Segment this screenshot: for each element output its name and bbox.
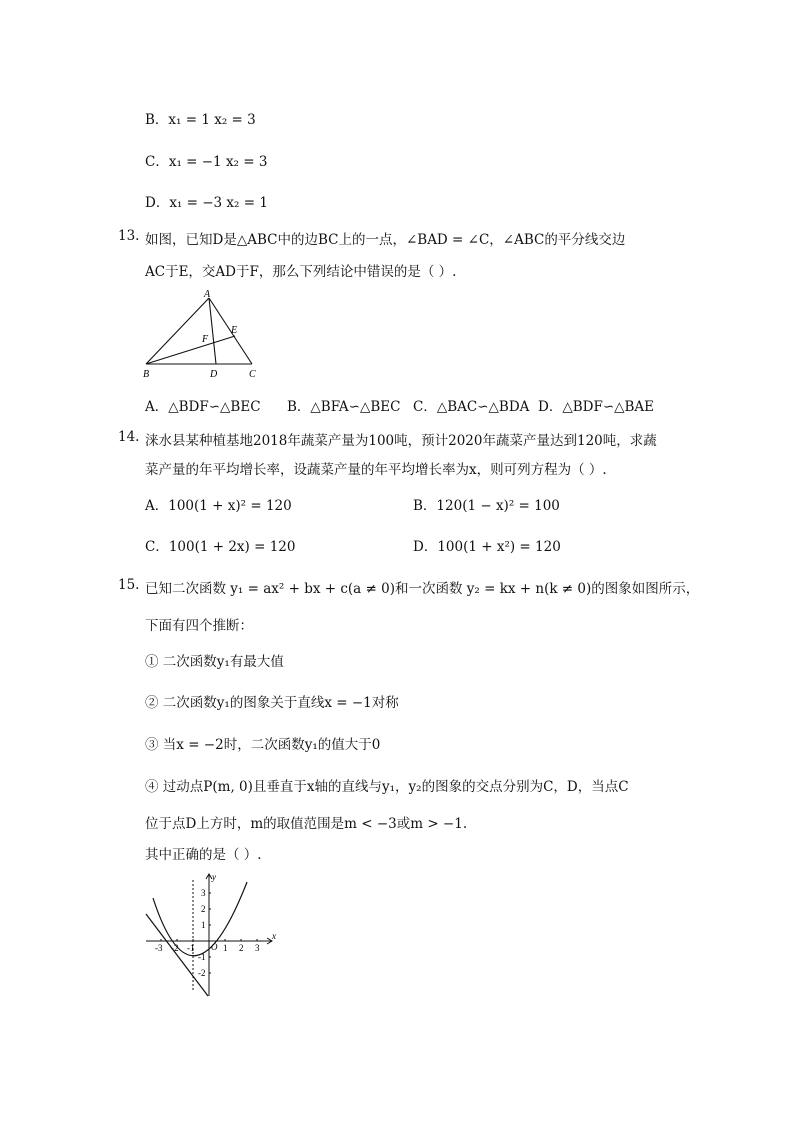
q14-option-b: B．120(1 − x)² = 100 [413, 498, 560, 514]
ytick-neg1: -1 [198, 952, 206, 962]
q13-option-d: D．△BDF∽△BAE [538, 399, 655, 415]
q13-line1: 如图，已知D是△ABC中的边BC上的一点，∠BAD = ∠C，∠ABC的平分线交边 [145, 232, 626, 248]
origin-label: O [211, 942, 218, 952]
xtick-neg2: -2 [171, 943, 179, 953]
q13-triangle-figure [138, 286, 268, 382]
xtick-neg1: -1 [187, 943, 195, 953]
q15-line1: 已知二次函数 y₁ = ax² + bx + c(a ≠ 0)和一次函数 y₂ = kx + n(k ≠ 0)的图象如图所示， [145, 581, 700, 597]
q15-statement-3: ③ 当x = −2时，二次函数y₁的值大于0 [145, 737, 381, 753]
q14-line2: 菜产量的年平均增长率，设蔬菜产量的年平均增长率为x，则可列方程为（ ）. [145, 462, 607, 478]
label-c: C [249, 369, 256, 380]
q15-statement-4-cont: 位于点D上方时，m的取值范围是m < −3或m > −1. [145, 816, 468, 832]
label-b: B [143, 369, 150, 380]
q13-option-b: B．△BFA∽△BEC [287, 399, 401, 415]
q12-option-d: D．x₁ = −3 x₂ = 1 [145, 195, 268, 211]
q15-line2: 下面有四个推断： [145, 618, 253, 634]
q13-option-a: A．△BDF∽△BEC [145, 399, 261, 415]
ytick-neg2: -2 [198, 968, 206, 978]
q15-number: 15. [118, 577, 140, 593]
xtick-neg3: -3 [155, 943, 163, 953]
xtick-3: 3 [255, 943, 260, 953]
x-axis-label: x [272, 931, 276, 941]
y-axis-label: y [212, 872, 216, 882]
q13-line2: AC于E，交AD于F，那么下列结论中错误的是（ ）. [145, 264, 457, 280]
q12-option-c: C．x₁ = −1 x₂ = 3 [145, 154, 268, 170]
q15-function-graph [138, 868, 282, 1000]
xtick-1: 1 [223, 943, 228, 953]
label-f: F [202, 334, 209, 345]
q12-option-b: B．x₁ = 1 x₂ = 3 [145, 112, 256, 128]
ytick-1: 1 [201, 920, 206, 930]
q15-statement-4: ④ 过动点P(m, 0)且垂直于x轴的直线与y₁，y₂的图象的交点分别为C，D，当点C [145, 779, 629, 795]
label-e: E [231, 325, 238, 336]
q13-number: 13. [118, 228, 140, 244]
q14-line1: 涞水县某种植基地2018年蔬菜产量为100吨，预计2020年蔬菜产量达到120吨，求蔬 [145, 433, 657, 449]
xtick-2: 2 [239, 943, 244, 953]
q14-option-a: A．100(1 + x)² = 120 [145, 498, 292, 514]
q15-statement-2: ② 二次函数y₁的图象关于直线x = −1对称 [145, 695, 399, 711]
label-d: D [210, 369, 218, 380]
q14-option-c: C．100(1 + 2x) = 120 [145, 539, 296, 555]
q15-statement-1: ① 二次函数y₁有最大值 [145, 654, 284, 670]
q14-option-d: D．100(1 + x²) = 120 [413, 539, 561, 555]
q15-prompt: 其中正确的是（ ）. [145, 847, 262, 863]
q14-number: 14. [118, 429, 140, 445]
q13-option-c: C．△BAC∽△BDA [413, 399, 530, 415]
ytick-2: 2 [201, 904, 206, 914]
ytick-3: 3 [201, 888, 206, 898]
label-a: A [204, 289, 211, 300]
